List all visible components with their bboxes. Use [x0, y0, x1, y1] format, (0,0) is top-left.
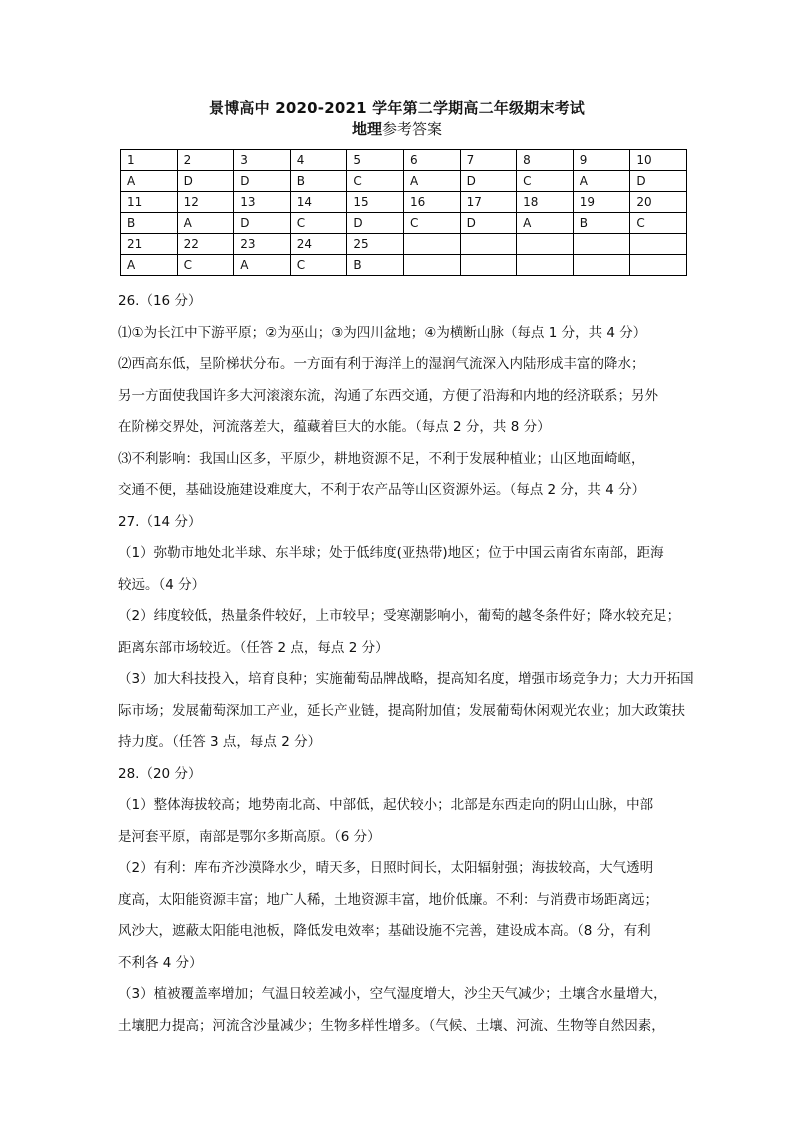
answer-row: [121, 255, 687, 276]
question-number-cell: [460, 234, 517, 255]
answer-row: [121, 171, 687, 192]
answer-cell: B: [347, 255, 404, 276]
answer-cell: C: [403, 213, 460, 234]
answer-table: [120, 149, 687, 276]
answer-text-line: 风沙大，遮蔽太阳能电池板，降低发电效率；基础设施不完善，建设成本高。（8 分，有利: [118, 923, 651, 939]
answer-text-line: 际市场；发展葡萄深加工产业，延长产业链，提高附加值；发展葡萄休闲观光农业；加大政策扶: [118, 702, 685, 719]
question-number-cell: 5: [347, 150, 404, 171]
question-number-cell: [517, 234, 574, 255]
page-subtitle: [0, 118, 794, 139]
question-number-cell: 17: [460, 192, 517, 213]
answer-cell: D: [460, 171, 517, 192]
answer-text-line: 距离东部市场较近。（任答 2 点，每点 2 分）: [118, 639, 389, 656]
answer-text-line: （1）整体海拔较高；地势南北高、中部低，起伏较小；北部是东西走向的阴山山脉，中部: [118, 797, 654, 813]
question-number-cell: 3: [234, 150, 291, 171]
answer-text-line: 度高，太阳能资源丰富；地广人稀，土地资源丰富，地价低廉。不利：与消费市场距离远；: [118, 891, 658, 908]
answer-cell: A: [121, 171, 178, 192]
question-number-cell: 15: [347, 192, 404, 213]
answer-content: [118, 286, 694, 1042]
answer-text-line: 较远。（4 分）: [118, 576, 206, 593]
question-number-cell: 14: [290, 192, 347, 213]
answer-cell: B: [121, 213, 178, 234]
answer-text-line: 是河套平原，南部是鄂尔多斯高原。（6 分）: [118, 828, 381, 845]
question-number-cell: 16: [403, 192, 460, 213]
answer-cell: B: [290, 171, 347, 192]
question-number-cell: 8: [517, 150, 574, 171]
answer-cell: C: [290, 213, 347, 234]
question-number-cell: 19: [573, 192, 630, 213]
answer-cell: [573, 255, 630, 276]
answer-row: [121, 213, 687, 234]
answer-cell: C: [290, 255, 347, 276]
subtitle-rest: 参考答案: [382, 120, 443, 138]
answer-text-line: （3）植被覆盖率增加；气温日较差减小，空气湿度增大，沙尘天气减少；土壤含水量增大，: [118, 986, 667, 1002]
question-number-cell: [403, 234, 460, 255]
answer-cell: A: [121, 255, 178, 276]
answer-text-line: 不利各 4 分）: [118, 954, 203, 971]
answer-cell: [460, 255, 517, 276]
question-number-cell: [630, 234, 687, 255]
question-number-cell: 9: [573, 150, 630, 171]
question-number-cell: 11: [121, 192, 178, 213]
question-number-row: [121, 192, 687, 213]
answer-cell: A: [234, 255, 291, 276]
question-number-cell: 6: [403, 150, 460, 171]
question-number-cell: 7: [460, 150, 517, 171]
answer-cell: A: [403, 171, 460, 192]
question-number-cell: 21: [121, 234, 178, 255]
question-number-cell: 13: [234, 192, 291, 213]
question-number-cell: 12: [177, 192, 234, 213]
answer-text-line: 持力度。（任答 3 点，每点 2 分）: [118, 734, 322, 750]
page-title: 景博高中 2020-2021 学年第二学期高二年级期末考试: [209, 99, 585, 117]
subtitle-subject: 地理: [351, 120, 382, 138]
answer-text-line: ⑵西高东低，呈阶梯状分布。一方面有利于海洋上的湿润气流深入内陆形成丰富的降水；: [118, 356, 645, 372]
answer-text-line: 在阶梯交界处，河流落差大，蕴藏着巨大的水能。（每点 2 分，共 8 分）: [118, 419, 551, 435]
answer-text-line: 土壤肥力提高；河流含沙量减少；生物多样性增多。（气候、土壤、河流、生物等自然因素，: [118, 1017, 665, 1034]
answer-cell: D: [234, 171, 291, 192]
answer-cell: C: [177, 255, 234, 276]
question-number-cell: 20: [630, 192, 687, 213]
answer-cell: C: [630, 213, 687, 234]
answer-cell: [403, 255, 460, 276]
question-heading: 26.（16 分）: [118, 293, 202, 309]
answer-cell: A: [177, 213, 234, 234]
answer-text-line: ⑴①为长江中下游平原；②为巫山；③为四川盆地；④为横断山脉（每点 1 分，共 4 分）: [118, 324, 647, 341]
question-number-cell: 10: [630, 150, 687, 171]
question-number-row: [121, 150, 687, 171]
answer-cell: C: [517, 171, 574, 192]
answer-cell: [630, 255, 687, 276]
answer-cell: D: [630, 171, 687, 192]
answer-text-line: （3）加大科技投入，培育良种；实施葡萄品牌战略，提高知名度，增强市场竞争力；大力开拓国: [118, 671, 694, 687]
answer-text-line: （2）有利：库布齐沙漠降水少，晴天多，日照时间长，太阳辐射强；海拔较高，大气透明: [118, 860, 654, 876]
question-number-cell: 23: [234, 234, 291, 255]
question-heading: 27.（14 分）: [118, 513, 202, 530]
answer-text-line: （1）弥勒市地处北半球、东半球；处于低纬度(亚热带)地区；位于中国云南省东南部，距海: [118, 545, 664, 561]
answer-cell: A: [517, 213, 574, 234]
question-number-cell: 1: [121, 150, 178, 171]
question-heading: 28.（20 分）: [118, 765, 202, 782]
question-number-cell: 22: [177, 234, 234, 255]
answer-cell: D: [177, 171, 234, 192]
answer-cell: B: [573, 213, 630, 234]
answer-text-line: ⑶不利影响：我国山区多，平原少，耕地资源不足，不利于发展种植业；山区地面崎岖，: [118, 450, 645, 467]
answer-text-line: 交通不便，基础设施建设难度大，不利于农产品等山区资源外运。（每点 2 分，共 4 分）: [118, 482, 646, 498]
question-number-row: [121, 234, 687, 255]
answer-cell: C: [347, 171, 404, 192]
answer-cell: D: [234, 213, 291, 234]
question-number-cell: 2: [177, 150, 234, 171]
answer-cell: D: [460, 213, 517, 234]
answer-text-line: 另一方面使我国许多大河滚滚东流，沟通了东西交通，方便了沿海和内地的经济联系；另外: [118, 387, 658, 404]
question-number-cell: 4: [290, 150, 347, 171]
answer-text-line: （2）纬度较低，热量条件较好，上市较早；受寒潮影响小，葡萄的越冬条件好；降水较充足；: [118, 608, 681, 624]
question-number-cell: 25: [347, 234, 404, 255]
answer-cell: A: [573, 171, 630, 192]
question-number-cell: 24: [290, 234, 347, 255]
question-number-cell: [573, 234, 630, 255]
answer-cell: D: [347, 213, 404, 234]
answer-cell: [517, 255, 574, 276]
question-number-cell: 18: [517, 192, 574, 213]
